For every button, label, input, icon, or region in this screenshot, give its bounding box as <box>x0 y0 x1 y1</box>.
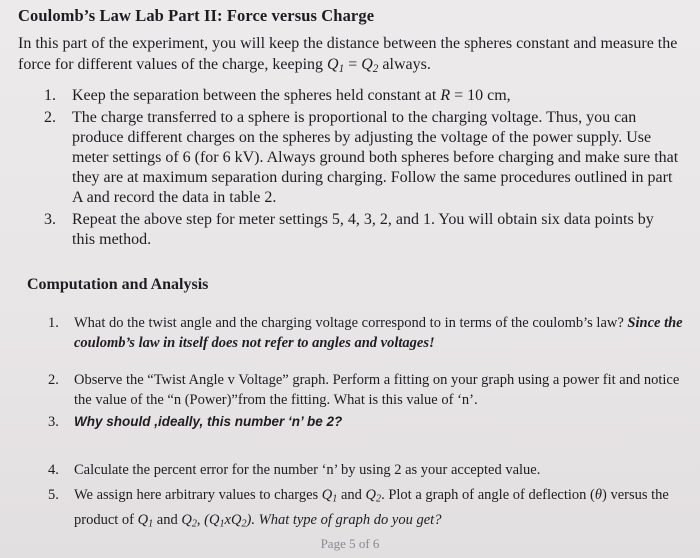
charge-q2: $Q_2$ <box>181 511 197 530</box>
step-text: Repeat the above step for meter settings 5, 4, 3, 2, and 1. You will obtain six data points by this method. <box>72 211 654 248</box>
question-number: 1. <box>48 315 59 331</box>
question-text: Calculate the percent error for the number ‘n’ by using 2 as your accepted value. <box>74 462 541 478</box>
analysis-question <box>48 370 696 410</box>
theta-symbol: θ <box>594 487 603 503</box>
charge-q1: $Q_1$ <box>321 487 338 505</box>
analysis-question <box>48 412 696 432</box>
page-title: Coulomb’s Law Lab Part II: Force versus Charge <box>18 6 375 25</box>
question-text: Why should ,ideally, this number ‘n’ be 2? <box>74 414 343 429</box>
step-number: 1. <box>44 87 56 104</box>
charge-q2: $Q_2$ <box>361 56 379 75</box>
question-number: 4. <box>48 462 59 478</box>
step-number: 3. <box>44 211 56 228</box>
question-number: 3. <box>48 414 59 430</box>
charge-q2: $Q_2$ <box>365 487 382 505</box>
analysis-question <box>48 313 696 353</box>
charge-q1: $Q_1$ <box>327 56 345 75</box>
question-number: 2. <box>48 372 59 388</box>
question-emphasis: What type of graph do you get? <box>254 511 442 528</box>
analysis-question <box>48 460 696 480</box>
section-heading: Computation and Analysis <box>27 276 209 293</box>
intro-paragraph <box>18 33 678 80</box>
charge-product: $(Q_1xQ_2)$. <box>204 511 255 530</box>
analysis-question: 5. We assign here arbitrary values to charges $Q_1$ and $Q_2$. Plot a graph of angle of deflection (θ) versus the product of $Q_1$ and $Q_2$, $(Q_1xQ_2)$. What type of graph do you get? <box>48 487 669 530</box>
procedure-step <box>44 108 680 208</box>
question-number: 5. <box>48 487 59 503</box>
procedure-step: 1. Keep the separation between the spheres held constant at R = 10 cm, <box>44 87 511 104</box>
equals-sign: = <box>344 56 362 73</box>
page-number: Page 5 of 6 <box>320 536 380 551</box>
procedure-step <box>44 210 680 250</box>
step-number: 2. <box>44 109 56 126</box>
intro-text-end: always. <box>378 56 431 73</box>
separation-variable: R <box>440 87 451 104</box>
charge-q1: $Q_1$ <box>137 511 154 530</box>
step-text: The charge transferred to a sphere is proportional to the charging voltage. Thus, you can produce different charges on the spheres by adjusting the voltage of the power supply. Use meter settings of 6 (for 6 kV). Always ground both spheres before charging and make sure that they are at maximum separation during charging. Follow the same procedures outlined in part A and record the data in table 2. <box>72 109 679 206</box>
procedure-steps <box>44 86 680 252</box>
question-text: What do the twist angle and the charging voltage correspond to in terms of the coulomb’s law? <box>74 315 628 331</box>
question-text: Observe the “Twist Angle v Voltage” graph. Perform a fitting on your graph using a power fit and notice the value of the “n (Power)”from the fitting. What is this value of ‘n’. <box>74 372 680 408</box>
intro-text: In this part of the experiment, you will keep the distance between the spheres constant and measure the force for different values of the charge, keeping <box>18 35 678 73</box>
question-emphasis: Since the coulomb’s law in itself does not refer to angles and voltages! <box>74 315 683 351</box>
